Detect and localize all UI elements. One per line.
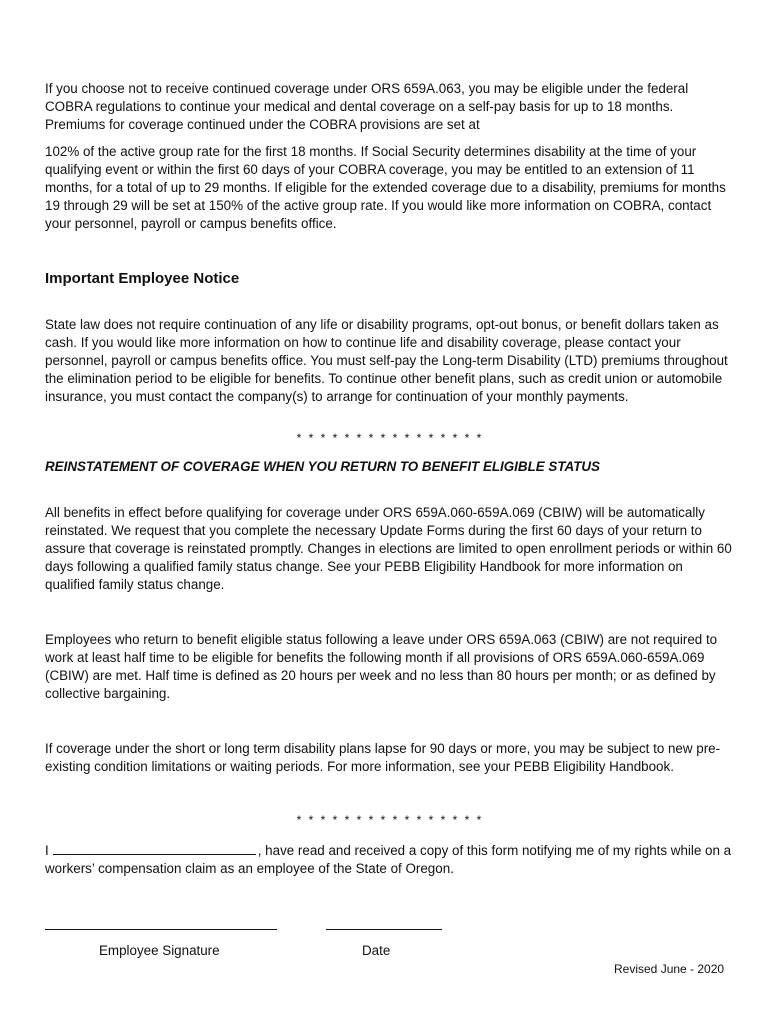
date-line[interactable] — [326, 929, 442, 930]
reinstatement-paragraph-1: All benefits in effect before qualifying for coverage under ORS 659A.060-659A.069 (CBIW) will be automatically reinstated. We request that you complete the necessary Update Forms during the first 60 days of your return to assure that coverage is reinstated promptly. Changes in elections are limited to open enrollment periods or within 60 days following a qualified family status change. See your PEBB Eligibility Handbook for more information on qualified family status change. — [45, 505, 732, 592]
cobra-paragraph-1: If you choose not to receive continued coverage under ORS 659A.063, you may be eligible under the federal COBRA regulations to continue your medical and dental coverage on a self-pay basis for up to 18 months. Premiums for coverage continued under the COBRA provisions are set at — [45, 81, 689, 132]
notice-paragraph: State law does not require continuation of any life or disability programs, opt-out bonus, or benefit dollars taken as cash. If you would like more information on how to continue life and disability coverage, please contact your personnel, payroll or campus benefits office. You must self-pay the Long-term Disability (LTD) premiums throughout the elimination period to be eligible for benefits. To continue other benefit plans, such as credit union or automobile insurance, you must contact the company(s) to arrange for continuation of your monthly payments. — [45, 317, 728, 404]
employee-signature-line[interactable] — [45, 929, 277, 930]
acknowledgement-text: , have read and received a copy of this form notifying me of my rights while on a workers’ compensation claim as an employee of the State of Oregon. — [45, 843, 732, 876]
acknowledgement-prefix: I — [45, 843, 49, 858]
acknowledgement-statement — [45, 842, 735, 878]
revised-date: Revised June - 2020 — [614, 962, 725, 976]
employee-signature-label: Employee Signature — [99, 943, 220, 958]
cobra-paragraph-2: 102% of the active group rate for the first 18 months. If Social Security determines disability at the time of your qualifying event or within the first 60 days of your COBRA coverage, you may be entitled to an extension of 11 months, for a total of up to 29 months. If eligible for the extended coverage due to a disability, premiums for months 19 through 29 will be set at 150% of the active group rate. If you would like more information on COBRA, contact your personnel, payroll or campus benefits office. — [45, 144, 726, 231]
reinstatement-heading: REINSTATEMENT OF COVERAGE WHEN YOU RETURN TO BENEFIT ELIGIBLE STATUS — [45, 459, 600, 474]
notice-heading: Important Employee Notice — [45, 270, 240, 287]
reinstatement-paragraph-3: If coverage under the short or long term disability plans lapse for 90 days or more, you may be subject to new pre-existing condition limitations or waiting periods. For more information, see your PEBB Eligibility Handbook. — [45, 741, 721, 774]
separator-stars-2: * * * * * * * * * * * * * * * * — [296, 813, 484, 827]
date-label: Date — [362, 943, 391, 958]
employee-name-blank[interactable] — [53, 842, 256, 855]
reinstatement-paragraph-2: Employees who return to benefit eligible status following a leave under ORS 659A.063 (CBIW) are not required to work at least half time to be eligible for benefits the following month if all provisions of ORS 659A.060-659A.069 (CBIW) are met. Half time is defined as 20 hours per week and no less than 80 hours per month; or as defined by collective bargaining. — [45, 632, 718, 701]
separator-stars: * * * * * * * * * * * * * * * * — [296, 431, 484, 445]
